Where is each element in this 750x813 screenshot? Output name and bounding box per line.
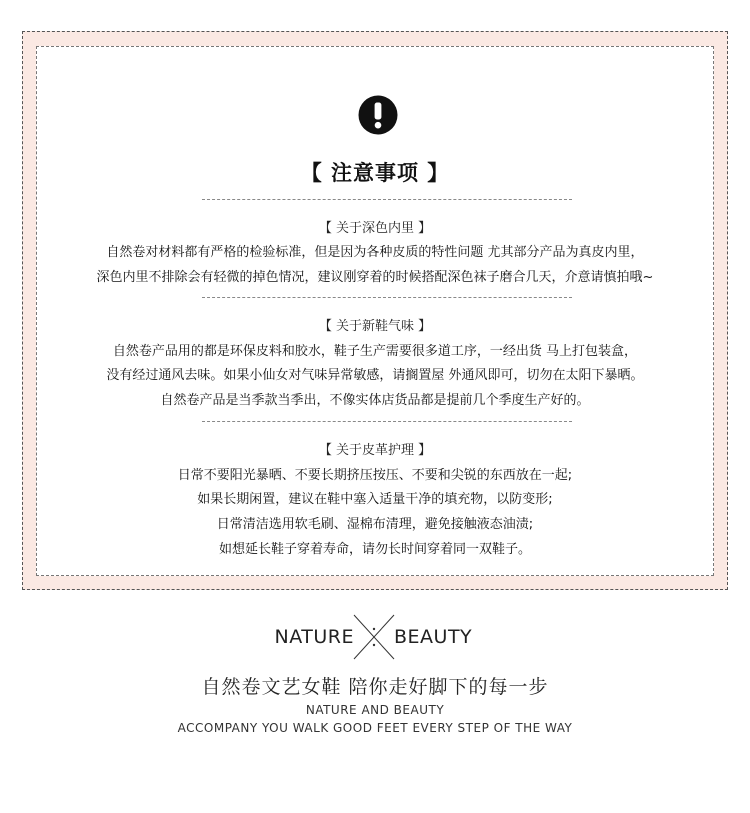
section-line: 如想延长鞋子穿着寿命，请勿长时间穿着同一双鞋子。 xyxy=(218,542,531,557)
section-line: 没有经过通风去味。如果小仙女对气味异常敏感，请搁置屋 外通风即可，切勿在太阳下暴晒。 xyxy=(106,368,644,383)
brand-tagline: ACCOMPANY YOU WALK GOOD FEET EVERY STEP OF THE WAY xyxy=(177,721,573,735)
section-line: 自然卷对材料都有严格的检验标准，但是因为各种皮质的特性问题 尤其部分产品为真皮内里， xyxy=(106,245,644,260)
brand-word-beauty: BEAUTY xyxy=(394,626,473,648)
divider xyxy=(202,199,572,200)
notice-frame xyxy=(22,31,728,590)
brand-subtitle: NATURE AND BEAUTY xyxy=(305,703,445,717)
section-line: 日常不要阳光暴晒、不要长期挤压按压、不要和尖锐的东西放在一起; xyxy=(177,468,573,483)
brand-word-nature: NATURE xyxy=(274,626,354,648)
exclamation-circle-icon xyxy=(358,95,398,135)
section-line: 深色内里不排除会有轻微的掉色情况，建议刚穿着的时候搭配深色袜子磨合几天，介意请慎拍哦~ xyxy=(96,270,654,285)
divider xyxy=(202,421,572,422)
section-line: 自然卷产品是当季款当季出，不像实体店货品都是提前几个季度生产好的。 xyxy=(160,393,590,408)
section-heading-new-shoe-odor: 【 关于新鞋气味 】 xyxy=(318,319,432,334)
section-heading-dark-lining: 【 关于深色内里 】 xyxy=(318,221,432,236)
section-line: 如果长期闲置，建议在鞋中塞入适量干净的填充物，以防变形; xyxy=(197,492,553,507)
brand-slogan: 自然卷文艺女鞋 陪你走好脚下的每一步 xyxy=(201,676,549,698)
section-line: 日常清洁选用软毛刷、湿棉布清理，避免接触液态油渍; xyxy=(216,517,534,532)
divider xyxy=(202,297,572,298)
notice-panel xyxy=(36,46,714,576)
cross-lines-icon xyxy=(352,614,396,660)
brand-logo xyxy=(0,614,750,660)
section-heading-leather-care: 【 关于皮革护理 】 xyxy=(318,443,432,458)
notice-title: 【 注意事项 】 xyxy=(300,161,450,185)
section-line: 自然卷产品用的都是环保皮料和胶水，鞋子生产需要很多道工序，一经出货 马上打包装盒， xyxy=(112,344,638,359)
